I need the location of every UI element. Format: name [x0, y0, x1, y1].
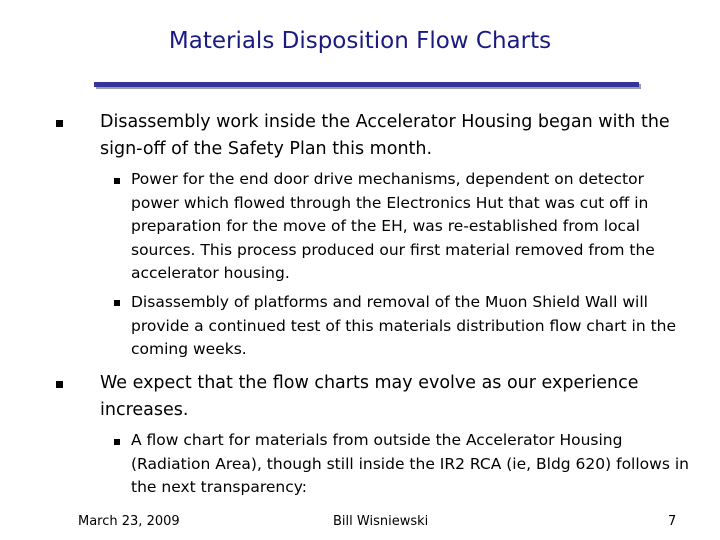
bullet-2-sub-1-text: A flow chart for materials from outside the Accelerator Housing (Radiation Area), though still inside the IR2 RCA (ie, Bldg 620) follows in the next transparency: [131, 431, 689, 496]
bullet-2-text: We expect that the flow charts may evolve as our experience increases. [100, 373, 639, 420]
square-bullet-icon [114, 178, 120, 184]
square-bullet-icon [56, 120, 63, 127]
page-number: 7 [668, 514, 677, 529]
bullet-1-sub-1-text: Power for the end door drive mechanisms, dependent on detector power which flowed through the Electronics Hut that was cut off in preparation for the move of the EH, was re-established from local sources. This process produced our first material removed from the accelerator housing. [131, 170, 655, 282]
slide-title: Materials Disposition Flow Charts [168, 28, 552, 54]
bullet-1-sub-2-text: Disassembly of platforms and removal of the Muon Shield Wall will provide a continued test of this materials distribution flow chart in the coming weeks. [131, 293, 677, 358]
square-bullet-icon [114, 439, 120, 445]
bullet-1-text: Disassembly work inside the Accelerator Housing began with the sign-off of the Safety Plan this month. [100, 112, 670, 159]
square-bullet-icon [56, 381, 63, 388]
square-bullet-icon [114, 300, 120, 306]
footer-date: March 23, 2009 [78, 514, 180, 529]
footer-author: Bill Wisniewski [333, 514, 429, 529]
title-underline [94, 82, 639, 87]
